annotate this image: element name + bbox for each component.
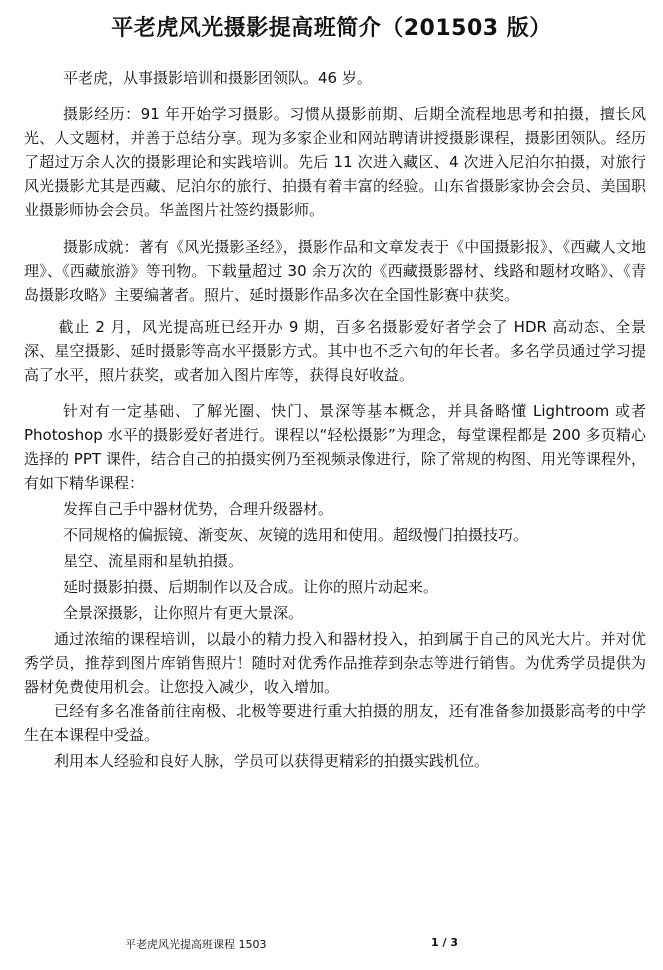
course-item: 全景深摄影，让你照片有更大景深。	[63, 604, 304, 622]
shooting-spot-paragraph: 利用本人经验和良好人脉，学员可以获得更精彩的拍摄实践机位。	[54, 752, 490, 770]
student-benefit-paragraph: 已经有多名准备前往南极、北极等要进行重大拍摄的朋友，还有准备参加摄影高考的中学生在本课程中受益。	[24, 702, 646, 744]
course-item: 星空、流星雨和星轨拍摄。	[63, 552, 244, 570]
page-footer	[0, 936, 663, 952]
intro-paragraph: 平老虎，从事摄影培训和摄影团领队。46 岁。	[63, 69, 372, 87]
photography-achievements-paragraph: 摄影成就：著有《风光摄影圣经》，摄影作品和文章发表于《中国摄影报》、《西藏人文地理》、《西藏旅游》等刊物。下载量超过 30 余万次的《西藏摄影器材、线路和题材攻略》、《青岛摄影攻略》主要编著者。照片、延时摄影作品多次在全国性影赛中获奖。	[24, 238, 646, 304]
class-progress-paragraph: 截止 2 月，风光提高班已经开办 9 期，百多名摄影爱好者学会了 HDR 高动态、全景深、星空摄影、延时摄影等高水平摄影方式。其中也不乏六旬的年长者。多名学员通过学习提高了水平，照片获奖，或者加入图片库等，获得良好收益。	[24, 318, 646, 384]
page-number: 1 / 3	[431, 936, 458, 949]
course-item: 延时摄影拍摄、后期制作以及合成。让你的照片动起来。	[63, 578, 439, 596]
photography-experience-paragraph: 摄影经历：91 年开始学习摄影。习惯从摄影前期、后期全流程地思考和拍摄，擅长风光、人文题材，并善于总结分享。现为多家企业和网站聘请讲授摄影课程，摄影团领队。经历了超过万余人次的摄影理论和实践培训。先后 11 次进入藏区、4 次进入尼泊尔拍摄，对旅行风光摄影尤其是西藏、尼泊尔的旅行、拍摄有着丰富的经验。山东省摄影家协会会员、美国职业摄影师协会会员。华盖图片社签约摄影师。	[24, 105, 646, 219]
document-body	[24, 66, 646, 773]
course-item: 不同规格的偏振镜、渐变灰、灰镜的选用和使用。超级慢门拍摄技巧。	[63, 526, 529, 544]
training-benefit-paragraph: 通过浓缩的课程培训，以最小的精力投入和器材投入，拍到属于自己的风光大片。并对优秀学员，推荐到图片库销售照片！随时对优秀作品推荐到杂志等进行销售。为优秀学员提供为器材免费使用机会。让您投入减少，收入增加。	[24, 630, 646, 696]
course-item: 发挥自己手中器材优势，合理升级器材。	[63, 500, 334, 518]
document-title: 平老虎风光摄影提高班简介（201503 版）	[111, 16, 552, 41]
footer-document-name: 平老虎风光提高班课程 1503	[125, 938, 267, 951]
course-target-paragraph: 针对有一定基础、了解光圈、快门、景深等基本概念，并具备略懂 Lightroom 或者 Photoshop 水平的摄影爱好者进行。课程以“轻松摄影”为理念，每堂课程都是 200 多页精心选择的 PPT 课件，结合自己的拍摄实例乃至视频录像进行，除了常规的构图、用光等课程外，有如下精华课程：	[24, 402, 646, 492]
